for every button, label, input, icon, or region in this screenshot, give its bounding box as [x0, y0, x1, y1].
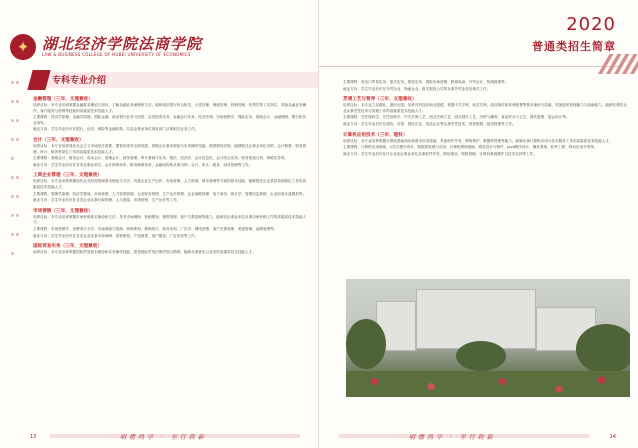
major-employment: 就业方向：学生毕业后可在各类企事业单位、会计师事务所、税务师事务所、金融机构等从事出纳、会计、审计、税务、财务管理等工作。	[33, 162, 253, 167]
major-block	[343, 132, 630, 158]
major-courses: 主要课程：基础会计、财务会计、成本会计、管理会计、财务管理、审计基础与实务、税法、经济法、会计信息化、会计综合实训、财务报表分析、纳税实务等。	[33, 156, 289, 161]
major-employment: 就业方向：学生毕业后可在各类企业从事市场调研、营销策划、产品销售、客户服务、广告宣传等工作。	[33, 233, 199, 238]
section-title: 专科专业介绍	[52, 76, 107, 86]
major-title: 国际贸易实务（三年、文理兼收）	[33, 244, 102, 250]
major-block	[33, 208, 308, 239]
decorative-stripes	[598, 54, 638, 74]
right-page	[319, 0, 638, 448]
major-title: 市场营销（三年、文理兼收）	[33, 208, 93, 214]
footer-motto: 明德尚学 · 至行致新	[409, 434, 496, 441]
tree	[346, 319, 386, 369]
major-goal: 培养目标：本专业培养掌握市场营销基本理论和方法，具有市场调研、营销策划、销售管理、客户关系管理等能力，能够在企事业单位从事市场营销工作的高素质技术技能人才。	[33, 214, 307, 225]
tree	[456, 341, 506, 371]
major-goal: 培养目标：本专业立足湖北，面向全国，培养具有良好职业道德，掌握中式烹调、西式烹调、面点制作和营养配餐等基本理论与技能，具备厨房管理能力与创新能力，能够在餐饮企业从事烹饪技术与管理工作的高素质技术技能人才。	[343, 103, 627, 113]
footer-motto: 明德尚学 · 至行致新	[120, 434, 207, 441]
page-number: 14	[609, 434, 616, 440]
tree	[576, 324, 630, 374]
major-courses: 主要课程：市场营销学、消费者行为学、市场调查与预测、营销策划、推销技巧、商务谈判、广告学、网络营销、客户关系管理、渠道管理、品牌管理等。	[33, 226, 278, 231]
campus-photo	[346, 279, 630, 397]
major-block	[343, 96, 630, 127]
major-block	[33, 96, 308, 133]
major-courses: 主要课程：经济学原理、金融学原理、国际金融、商业银行业务与经营、证券投资实务、金融会计实务、经济法律、市场营销学、保险实务、基础会计、金融理财、银行柜员业务等。	[33, 115, 307, 125]
major-title: 烹调工艺与营养（三年、文理兼收）	[343, 97, 417, 103]
major-block	[33, 137, 308, 168]
right-majors-list	[343, 80, 630, 161]
major-goal: 培养目标：本专业培养适应社会主义市场经济需要，德智体美劳全面发展，掌握会计基本理论与实务操作技能，熟悉财经法规，能够胜任企事业单位出纳、会计核算、财务管理、审计、税务等岗位工作的高素质技术技能人才。	[33, 143, 307, 154]
guide-title: 普通类招生简章	[532, 40, 616, 53]
building	[416, 289, 536, 349]
school-english-name: LAW & BUSINESS COLLEGE OF HUBEI UNIVERSITY OF ECONOMICS	[42, 52, 191, 57]
left-majors-list	[33, 96, 308, 260]
major-goal: 培养目标：本专业培养掌握国际贸易基本理论和实务操作技能，熟悉国际贸易法律法规与惯例，能够从事进出口业务的高素质技术技能人才。	[33, 250, 256, 255]
major-block	[33, 172, 308, 203]
year-label: 2020	[566, 14, 616, 35]
major-title: 工商企业管理（三年、文理兼收）	[33, 173, 102, 179]
major-title: 会计（三年、文理兼收）	[33, 137, 84, 143]
major-employment: 就业方向：学生毕业后可在各类企业从事行政管理、人力资源、市场营销、生产运作等工作。	[33, 198, 181, 203]
major-employment: 就业方向：学生毕业后可在IT企业及企事业单位从事软件开发、网站建设、网络管理、计算机系统维护与技术支持等工作。	[343, 151, 537, 156]
school-logo-icon: ✦	[10, 34, 36, 60]
major-goal: 培养目标：本专业培养掌握计算机基础知识和基本应用技能，具备软件开发、网络维护、数据库管理等能力，能够从事计算机应用与技术服务工作的高素质技术技能人才。	[343, 138, 613, 143]
major-employment: 就业方向：学生毕业后可在银行、证券、保险等金融机构，以及企事业单位财务部门从事相关业务工作。	[33, 127, 199, 132]
flower-bed	[346, 371, 630, 397]
major-courses: 主要课程：进出口贸易实务、报关实务、报检实务、国际市场营销、跨境电商、外贸会计、物流管理等。	[343, 80, 509, 84]
major-block	[343, 80, 630, 92]
page-number: 13	[30, 434, 37, 440]
major-title: 金融管理（三年、文理兼收）	[33, 97, 93, 102]
major-employment: 就业方向：学生毕业后可在外贸企业、物流企业、报关报检公司等从事外贸业务及相关工作。	[343, 86, 491, 91]
major-courses: 主要课程：计算机应用基础、C语言程序设计、数据库原理与应用、计算机网络基础、网页设计与制作、Java程序设计、操作系统、软件工程、移动应用开发等。	[343, 145, 598, 150]
major-courses: 主要课程：管理学原理、经济学基础、市场营销、人力资源管理、企业财务管理、生产运作管理、企业战略管理、电子商务、统计学、管理信息系统、企业经营沙盘模拟等。	[33, 191, 307, 196]
major-courses: 主要课程：烹饪原料学、烹饪营养学、中式烹调工艺、西式烹调工艺、面点制作工艺、冷拼与雕刻、食品安全与卫生、餐饮管理、宴会设计等。	[343, 115, 570, 120]
major-goal: 培养目标：本专业培养掌握现代企业经营管理基本理论与方法，具备企业生产运作、市场营销、人力资源、财务管理等方面的基本技能，能够胜任企业基层管理岗位工作的高素质技术技能人才。	[33, 179, 307, 189]
major-title: 计算机应用技术（三年、理科）	[343, 132, 408, 138]
major-employment: 就业方向：学生毕业后可在酒店、宾馆、餐饮企业、食品企业等从事烹饪技术、营养配餐、厨房管理等工作。	[343, 121, 516, 126]
header-divider	[319, 66, 619, 67]
decorative-dots	[10, 70, 24, 130]
school-name: 湖北经济学院法商学院	[42, 35, 203, 53]
major-goal: 培养目标：本专业培养掌握金融基本理论与知识，了解金融业务流程和方法，能够适应银行综合柜员、大堂经理、理财经理、营销经理、信贷员等工作岗位，具备金融业务操作、客户服务与营销等技能的高素质技术技能人才。	[33, 103, 307, 113]
major-block	[33, 243, 308, 256]
